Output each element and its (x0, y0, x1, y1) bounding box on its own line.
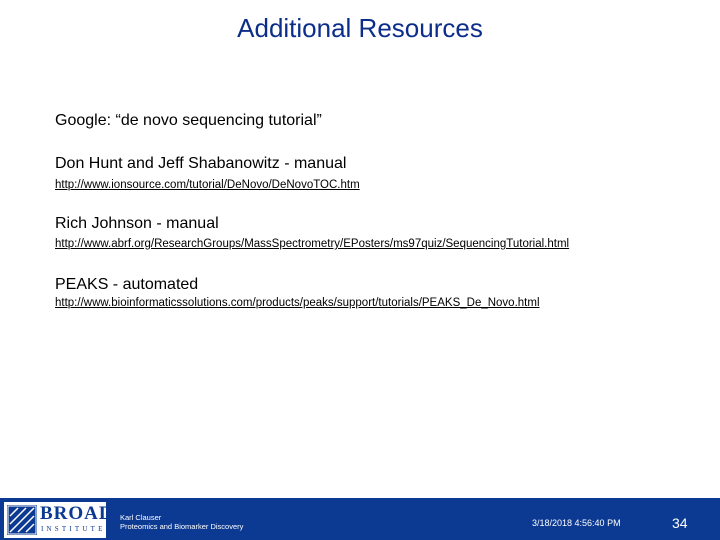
resource-link-johnson[interactable]: http://www.abrf.org/ResearchGroups/MassSpectrometry/EPosters/ms97quiz/SequencingTutorial.html (55, 238, 570, 250)
resource-heading-hunt: Don Hunt and Jeff Shabanowitz - manual (55, 155, 347, 172)
resource-link-hunt[interactable]: http://www.ionsource.com/tutorial/DeNovo/DeNovoTOC.htm (55, 179, 360, 191)
broad-logo (4, 502, 114, 538)
logo-emblem-icon (7, 505, 37, 535)
resource-heading-google: Google: “de novo sequencing tutorial” (55, 112, 322, 129)
slide-title: Additional Resources (237, 13, 483, 43)
logo-text: BROAD (40, 503, 114, 524)
footer-timestamp: 3/18/2018 4:56:40 PM (532, 518, 621, 528)
footer-bar (0, 498, 720, 540)
resource-heading-johnson: Rich Johnson - manual (55, 215, 219, 232)
page-number: 34 (672, 515, 688, 531)
resource-link-peaks[interactable]: http://www.bioinformaticssolutions.com/products/peaks/support/tutorials/PEAKS_De_Novo.html (55, 297, 540, 309)
author-group: Proteomics and Biomarker Discovery (120, 522, 244, 531)
footer-author (120, 513, 243, 531)
logo-subtext: INSTITUTE (41, 525, 106, 533)
author-name: Karl Clauser (120, 513, 162, 522)
resource-heading-peaks: PEAKS - automated (55, 276, 199, 293)
